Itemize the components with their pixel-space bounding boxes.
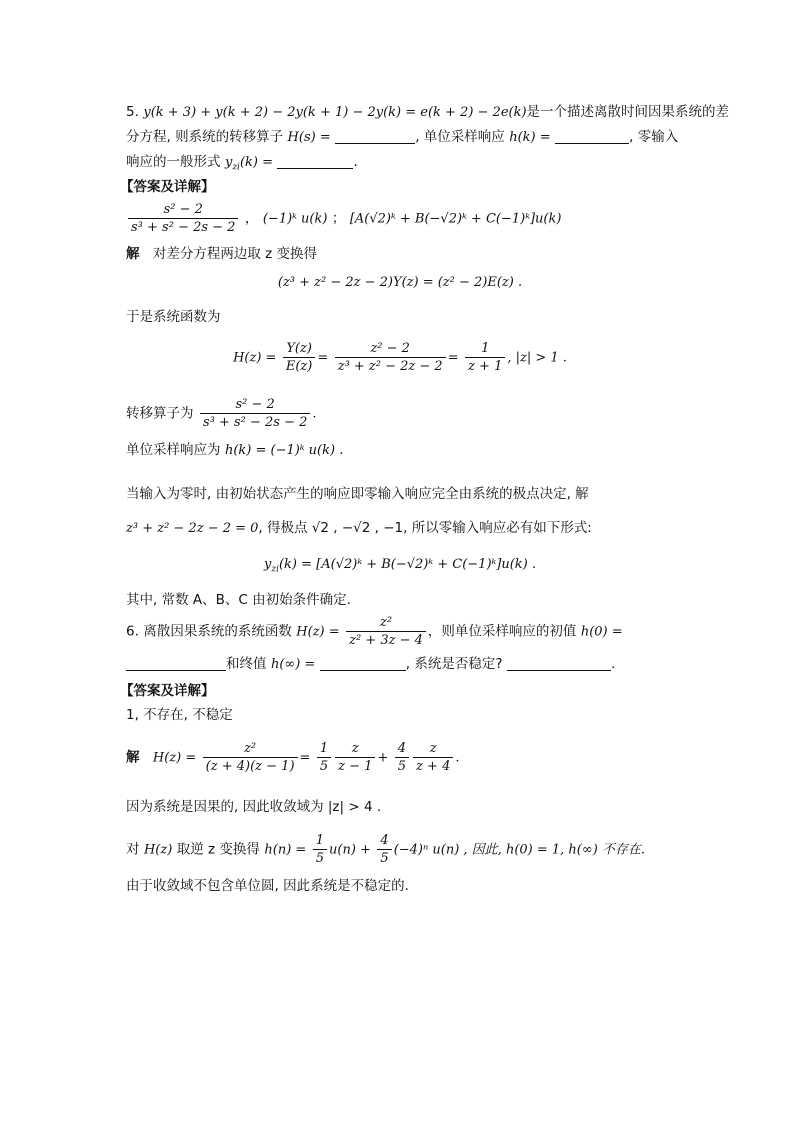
q5-h-symbol: h(k) = bbox=[509, 130, 551, 145]
q5-solution-line-1 bbox=[126, 244, 317, 264]
q5-solution-text-7: 其中, 常数 A、B、C 由初始条件确定. bbox=[126, 592, 351, 608]
q6-eq1-frac4 bbox=[395, 740, 409, 775]
q6-H-den: z² + 3z − 4 bbox=[349, 633, 423, 648]
q5-solution-eq-4: h(k) = (−1)ᵏ u(k) . bbox=[224, 443, 344, 458]
q5-line-3: 响应的一般形式 $y_{zi}(k)$ = . bbox=[126, 154, 358, 173]
q5-solution-text-1: 对差分方程两边取 z 变换得 bbox=[152, 246, 318, 262]
q5-solution-text-6: , 得极点 √2 , −√2 , −1, 所以零输入响应必有如下形式: bbox=[258, 520, 592, 536]
q5-text-a: 是一个描述离散时间因果系统的差 bbox=[526, 104, 730, 120]
q6-h0-symbol: h(0) = bbox=[580, 624, 623, 640]
q5-solution-text-3: 转移算子为 bbox=[126, 405, 194, 422]
q6-answer-text: 1, 不存在, 不稳定 bbox=[126, 707, 233, 723]
q6-line3-frac1-den: 5 bbox=[315, 851, 325, 866]
q5-line3-frac-num: s² − 2 bbox=[200, 396, 310, 414]
q5-answer-H-den: s³ + s² − 2s − 2 bbox=[131, 220, 236, 235]
q5-eq3-full bbox=[264, 557, 536, 575]
q5-eq3-y: y bbox=[264, 557, 272, 572]
q5-solution-eq-1-text: (z³ + z² − 2z − 2)Y(z) = (z² − 2)E(z) . bbox=[277, 275, 523, 290]
q5-eq2-lhs: H(z) = bbox=[233, 350, 277, 366]
q5-eq2-frac1-den: E(z) bbox=[285, 359, 313, 374]
q5-eq2-frac3-den: z + 1 bbox=[468, 359, 503, 374]
q5-solution-line-4 bbox=[126, 440, 343, 461]
q6-text-d: , 系统是否稳定? bbox=[405, 656, 503, 672]
q6-eq1-frac3-den: z − 1 bbox=[338, 759, 373, 774]
q5-eq2-frac1-num: Y(z) bbox=[283, 340, 315, 358]
q6-solution-line-1: 解 H(z) = $\frac{\text{z²}}{(z + 4)(z - 1)}$ = $\frac{1}{5}$ $\frac{z}{z - 1}$ + $\frac{4}{5}$ $\frac{z}{z + 4}$ . bbox=[126, 741, 460, 774]
q6-line3-d: h(n) = bbox=[264, 842, 307, 858]
q5-solution-eq-3 bbox=[126, 556, 674, 575]
q5-answer-H-num: s² − 2 bbox=[128, 201, 238, 219]
q6-eq1-frac3 bbox=[335, 740, 375, 775]
q6-eq1-frac2 bbox=[317, 740, 331, 775]
q5-text-c: , 单位采样响应 bbox=[415, 129, 505, 145]
q5-solution-line-7 bbox=[126, 590, 351, 610]
q6-text-c: 和终值 bbox=[226, 656, 267, 672]
q6-line3-a: 对 bbox=[126, 841, 140, 858]
q6-answer-header-text: 【答案及详解】 bbox=[120, 683, 215, 699]
q5-answer-header-text: 【答案及详解】 bbox=[120, 179, 215, 195]
q6-line3-frac1 bbox=[313, 832, 327, 867]
q6-line-2 bbox=[126, 654, 615, 675]
q5-yzi-arg: (k) = bbox=[239, 155, 273, 170]
q6-line3-frac2 bbox=[377, 832, 391, 867]
q6-solution-label: 解 bbox=[126, 749, 140, 766]
q6-line3-frac2-den: 5 bbox=[380, 851, 389, 866]
q5-solution-label: 解 bbox=[126, 246, 140, 262]
q6-line3-b: H(z) bbox=[143, 842, 173, 858]
q5-eq2-frac3-num: 1 bbox=[465, 340, 505, 358]
q5-solution-eq-1 bbox=[126, 274, 674, 290]
q5-eq2-frac1 bbox=[283, 340, 315, 375]
q5-line3-frac bbox=[200, 396, 310, 431]
q5-solution-line-2 bbox=[126, 307, 221, 327]
q6-solution-line-4 bbox=[126, 876, 409, 896]
q5-solution-line-5 bbox=[126, 484, 589, 504]
q5-solution-line-3: 转移算子为 $\frac{\text{s² − 2}}{\text{s³ + s² − 2s − 2}}$ . bbox=[126, 397, 317, 430]
q5-yzi-symbol bbox=[224, 155, 273, 173]
q6-text-end: . bbox=[610, 656, 616, 672]
q6-line3-c: 取逆 z 变换得 bbox=[176, 841, 260, 858]
q6-eq1-frac1-num: z² bbox=[203, 740, 298, 758]
q5-yzi-sub: zi bbox=[232, 162, 240, 173]
q6-eq1-frac5 bbox=[413, 740, 453, 775]
q5-text-d: , 零输入 bbox=[629, 129, 679, 145]
q6-line3-frac1-num: 1 bbox=[313, 832, 327, 850]
q6-text-a: 离散因果系统的系统函数 bbox=[143, 623, 292, 640]
q5-eq3-rest: (k) = [A(√2)ᵏ + B(−√2)ᵏ + C(−1)ᵏ]u(k) . bbox=[278, 557, 536, 572]
q5-transfer-symbol: H(s) = bbox=[287, 130, 331, 145]
q5-eq2-frac2-den: z³ + z² − 2z − 2 bbox=[337, 359, 443, 374]
q6-eq1-frac2-num: 1 bbox=[317, 740, 331, 758]
q5-answer-sep2: ； bbox=[331, 210, 346, 227]
q5-solution-text-5: 当输入为零时, 由初始状态产生的响应即零输入响应完全由系统的极点决定, 解 bbox=[126, 486, 589, 502]
q5-line-1 bbox=[126, 102, 729, 123]
q6-solution-text-4: 由于收敛域不包含单位圆, 因此系统是不稳定的. bbox=[126, 878, 409, 894]
q6-line3-f: (−4)ⁿ u(n) , 因此, h(0) = 1, h(∞) 不存在. bbox=[393, 842, 646, 858]
q5-solution-eq-2: H(z) = $\frac{Y(z)}{E(z)}$ = $\frac{\text{z² − 2}}{\text{z³ + z² − 2z − 2}}$ = $\frac{1}{z + 1}$ , |z| > 1 . bbox=[233, 341, 567, 374]
q5-line3-frac-den: s³ + s² − 2s − 2 bbox=[202, 415, 308, 430]
q5-answer-line bbox=[126, 201, 561, 237]
q5-solution-text-4: 单位采样响应为 bbox=[126, 442, 221, 458]
q6-H-num: z² bbox=[346, 614, 426, 632]
q6-eq1-frac1-den: (z + 4)(z − 1) bbox=[205, 759, 295, 774]
q6-solution-line-2 bbox=[126, 797, 381, 817]
q5-text-b: 分方程, 则系统的转移算子 bbox=[126, 129, 284, 145]
q5-text-e: 响应的一般形式 bbox=[126, 154, 221, 170]
q5-solution-eq-6: z³ + z² − 2z − 2 = 0 bbox=[126, 521, 259, 536]
q6-text-b: ，则单位采样响应的初值 bbox=[427, 623, 577, 640]
q6-eq1-frac5-num: z bbox=[413, 740, 453, 758]
q5-answer-h: (−1)ᵏ u(k) bbox=[262, 211, 328, 227]
q5-transfer-blank[interactable] bbox=[335, 129, 415, 144]
q5-eq2-frac2 bbox=[335, 340, 446, 375]
q6-eq1-frac1 bbox=[203, 740, 298, 775]
q5-answer-yzi: [A(√2)ᵏ + B(−√2)ᵏ + C(−1)ᵏ]u(k) bbox=[349, 211, 562, 227]
q6-eq1-frac4-num: 4 bbox=[395, 740, 409, 758]
q5-yzi-letter: y bbox=[224, 155, 233, 170]
q5-h-blank[interactable] bbox=[555, 129, 629, 144]
q5-number: 5. bbox=[126, 104, 139, 120]
q6-answer-line bbox=[126, 705, 233, 725]
q6-eq1-frac5-den: z + 4 bbox=[416, 759, 451, 774]
q6-hinf-blank[interactable] bbox=[320, 656, 406, 671]
q6-solution-line-3 bbox=[126, 832, 645, 868]
q6-line3-e: u(n) + bbox=[329, 842, 371, 858]
q5-eq3-sub: zi bbox=[271, 564, 279, 575]
q6-H-frac bbox=[346, 614, 426, 649]
q6-eq1-frac3-num: z bbox=[335, 740, 375, 758]
q5-line-2 bbox=[126, 127, 678, 148]
q5-eq2-frac3 bbox=[465, 340, 505, 375]
q6-number: 6. bbox=[126, 623, 139, 640]
q5-solution-line-6 bbox=[126, 518, 592, 539]
q5-answer-H bbox=[128, 201, 238, 236]
q5-yzi-blank[interactable] bbox=[277, 154, 353, 169]
q5-answer-header bbox=[120, 177, 215, 197]
q6-hinf-symbol: h(∞) = bbox=[270, 657, 316, 672]
q6-line-1 bbox=[126, 614, 623, 650]
q6-line3-frac2-num: 4 bbox=[377, 832, 391, 850]
q5-equation: y(k + 3) + y(k + 2) − 2y(k + 1) − 2y(k) = e(k + 2) − 2e(k) bbox=[143, 105, 527, 120]
q5-eq2-frac2-num: z² − 2 bbox=[335, 340, 446, 358]
q6-eq1-frac2-den: 5 bbox=[319, 759, 329, 774]
q6-H-symbol: H(z) = bbox=[296, 624, 340, 640]
q6-eq1-lhs: H(z) = bbox=[152, 750, 197, 766]
q6-h0-blank[interactable] bbox=[126, 656, 226, 671]
q6-eq1-frac4-den: 5 bbox=[397, 759, 407, 774]
q5-answer-sep: ， bbox=[244, 210, 259, 227]
q6-solution-text-2: 因为系统是因果的, 因此收敛域为 |z| > 4 . bbox=[126, 799, 382, 815]
q5-eq2-tail: , |z| > 1 . bbox=[507, 350, 567, 366]
q6-answer-header bbox=[120, 681, 215, 701]
q6-stable-blank[interactable] bbox=[507, 656, 611, 671]
q5-solution-text-2: 于是系统函数为 bbox=[126, 309, 221, 325]
